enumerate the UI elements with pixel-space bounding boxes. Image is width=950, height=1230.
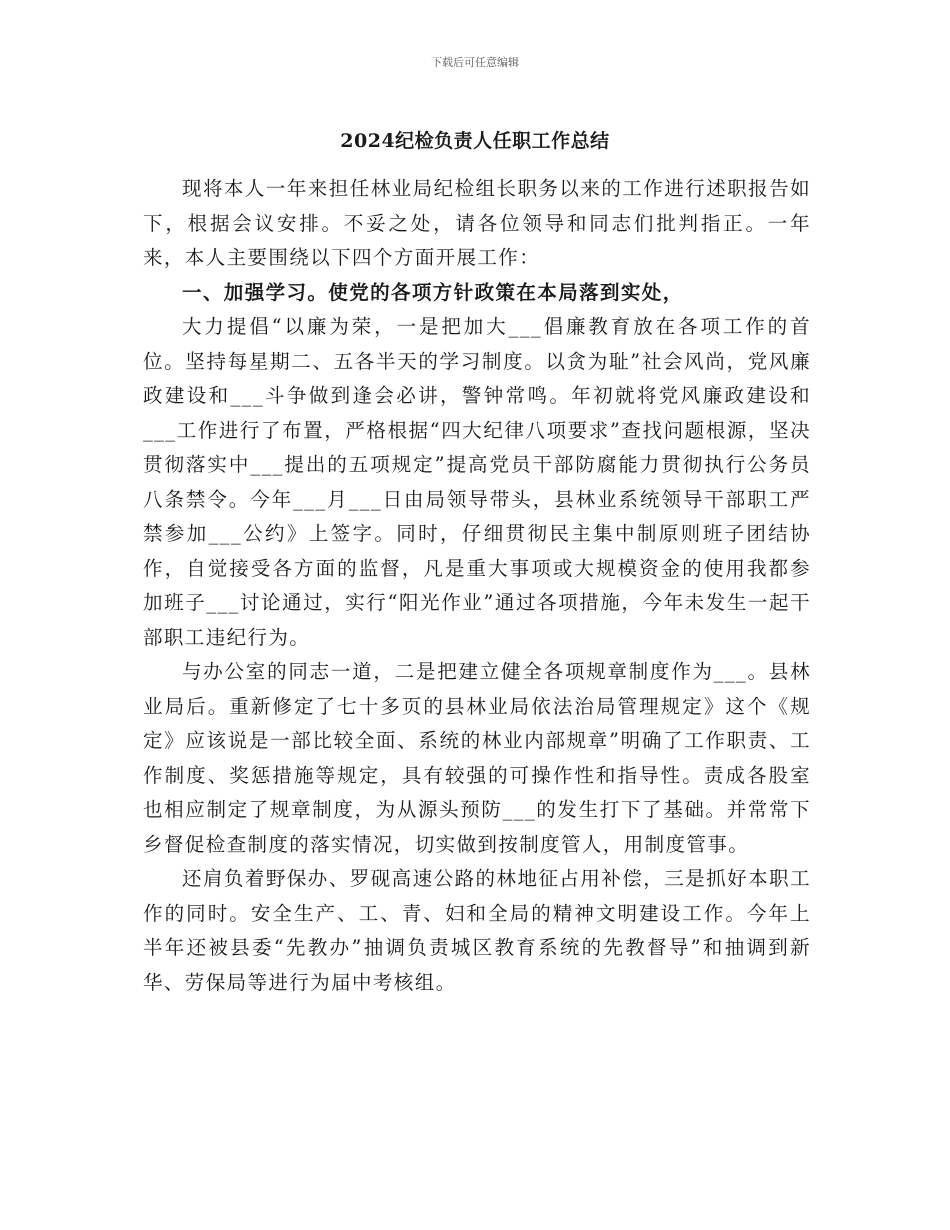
section-heading-1: 一、加强学习。使党的各项方针政策在本局落到实处， [182, 280, 684, 304]
paragraph-1: 大力提倡“以廉为荣，一是把加大___倡廉教育放在各项工作的首位。坚持每星期二、五各半天的学习制度。以贪为耻”社会风尚，党风廉政建设和___斗争做到逢会必讲，警钟常鸣。年初就将党风廉政建设和___工作进行了布置，严格根据“四大纪律八项要求”查找问题根源，坚决贯彻落实中___提出的五项规定”提高党员干部防腐能力贯彻执行公务员八条禁令。今年___月___日由局领导带头，县林业系统领导干部职工严禁参加___公约》上签字。同时，仔细贯彻民主集中制原则班子团结协作，自觉接受各方面的监督，凡是重大事项或大规模资金的使用我都参加班子___讨论通过，实行“阳光作业”通过各项措施，今年未发生一起干部职工违纪行为。 [143, 315, 811, 649]
page-header-note: 下载后可任意编辑 [431, 56, 519, 69]
paragraph-2: 与办公室的同志一道，二是把建立健全各项规章制度作为___。县林业局后。重新修定了七十多页的县林业局依法治局管理规定》这个《规定》应该说是一部比较全面、系统的林业内部规章”明确了工作职责、工作制度、奖惩措施等规定，具有较强的可操作性和指导性。责成各股室也相应制定了规章制度，为从源头预防___的发生打下了基础。并常常下乡督促检查制度的落实情况，切实做到按制度管人，用制度管事。 [143, 660, 811, 856]
paragraph-intro: 现将本人一年来担任林业局纪检组长职务以来的工作进行述职报告如下，根据会议安排。不妥之处，请各位领导和同志们批判指正。一年来，本人主要围绕以下四个方面开展工作： [143, 177, 811, 269]
document-body [143, 172, 811, 1000]
paragraph-3: 还肩负着野保办、罗砚高速公路的林地征占用补偿，三是抓好本职工作的同时。安全生产、工、青、妇和全局的精神文明建设工作。今年上半年还被县委“先教办”抽调负责城区教育系统的先教督导”和抽调到新华、劳保局等进行为届中考核组。 [143, 867, 811, 994]
document-title: 2024纪检负责人任职工作总结 [340, 130, 610, 152]
